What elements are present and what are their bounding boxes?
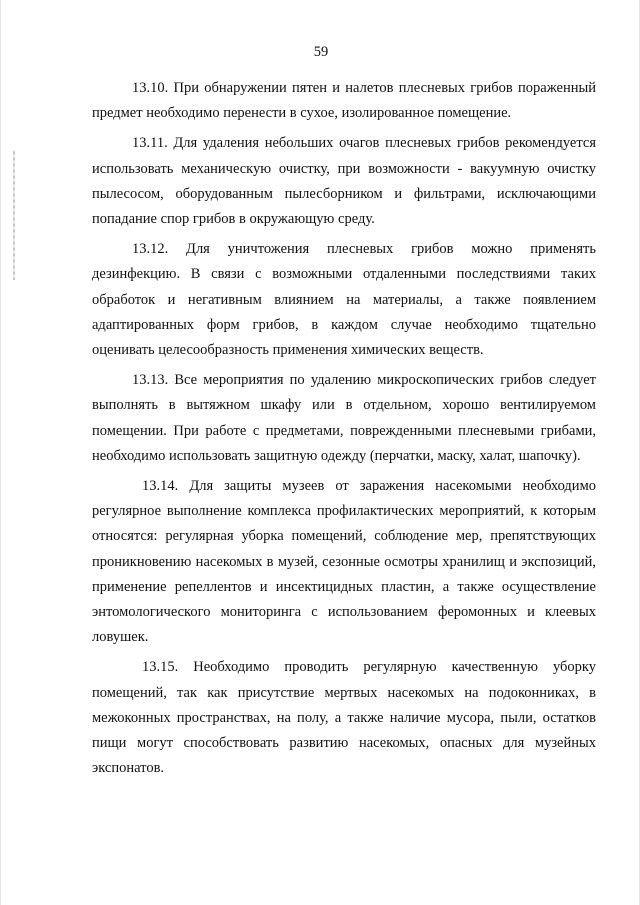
page-number: 59 [313,44,329,60]
paragraph-13-14: 13.14. Для защиты музеев от заражения насекомыми необходимо регулярное выполнение комплекса профилактических мероприятий, к которым относятся: регулярная уборка помещений, соблюдение мер, препятствующих проникновению насекомых в музей, сезонные осмотры хранилищ и экспозиций, применение репеллентов и инсектицидных пластин, а также осуществление энтомологического мониторинга с использованием феромонных и клеевых ловушек. [92,478,596,646]
paragraph-13-10: 13.10. При обнаружении пятен и налетов плесневых грибов пораженный предмет необходимо перенести в сухое, изолированное помещение. [92,80,596,122]
paragraph-13-12: 13.12. Для уничтожения плесневых грибов можно применять дезинфекцию. В связи с возможными отдаленными последствиями таких обработок и негативным влиянием на материалы, а также появлением адаптированных форм грибов, в каждом случае необходимо тщательно оценивать целесообразность применения химических веществ. [92,241,596,359]
paragraph-13-13: 13.13. Все мероприятия по удалению микроскопических грибов следует выполнять в вытяжном шкафу или в отдельном, хорошо вентилируемом помещении. При работе с предметами, поврежденными плесневыми грибами, необходимо использовать защитную одежду (перчатки, маску, халат, шапочку). [92,372,596,464]
document-body [92,76,596,781]
paragraph-13-11: 13.11. Для удаления небольших очагов плесневых грибов рекомендуется использовать механическую очистку, при возможности - вакуумную очистку пылесосом, оборудованным пылесборником и фильтрами, исключающими попадание спор грибов в окружающую среду. [92,135,596,228]
scan-margin-marks [13,150,15,280]
paragraph-13-15: 13.15. Необходимо проводить регулярную качественную уборку помещений, так как присутствие мертвых насекомых на подоконниках, в межоконных пространствах, на полу, а также наличие мусора, пыли, остатков пищи могут способствовать развитию насекомых, опасных для музейных экспонатов. [92,659,596,777]
